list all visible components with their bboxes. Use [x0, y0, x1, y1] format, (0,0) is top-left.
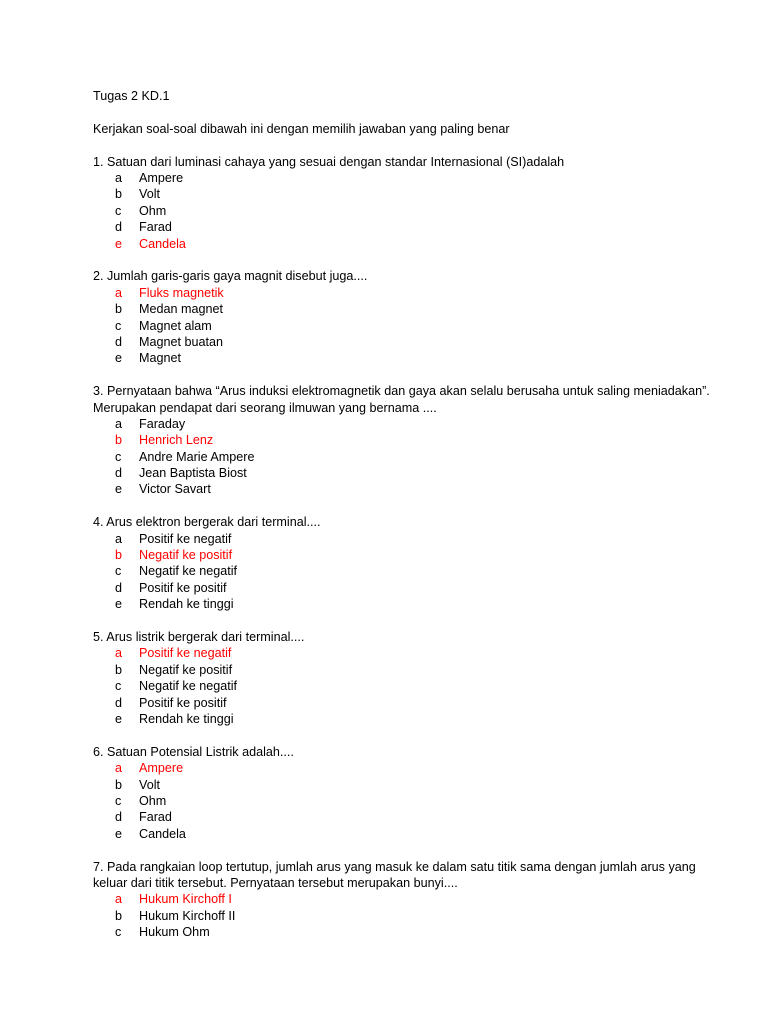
question-text: 2. Jumlah garis-garis gaya magnit disebut juga....: [93, 269, 368, 284]
option-item: [93, 416, 733, 432]
option-text: Negatif ke positif: [139, 548, 233, 563]
option-item: [93, 481, 733, 497]
option-item: [93, 596, 733, 612]
option-letter: a: [115, 171, 123, 185]
option-letter: e: [115, 351, 123, 366]
option-text: Candela: [139, 236, 186, 251]
option-letter: e: [115, 236, 123, 251]
question-2: [93, 268, 733, 366]
question-text: 5. Arus listrik bergerak dari terminal....: [93, 630, 305, 644]
option-correct: [93, 547, 733, 563]
option-list: [93, 645, 733, 727]
option-correct: [93, 760, 733, 776]
option-letter: a: [115, 761, 123, 776]
option-item: [93, 793, 733, 809]
question-6: [93, 744, 733, 842]
option-letter: d: [115, 580, 123, 595]
question-list: [93, 154, 733, 941]
option-letter: e: [115, 711, 123, 726]
option-text: Volt: [139, 777, 161, 792]
option-letter: d: [115, 220, 123, 235]
option-item: [93, 334, 733, 350]
option-text: Negatif ke positif: [139, 662, 233, 677]
option-text: Magnet buatan: [139, 334, 224, 349]
option-item: [93, 711, 733, 727]
option-item: [93, 563, 733, 579]
option-correct: [93, 891, 733, 907]
option-text: Volt: [139, 187, 161, 202]
option-letter: b: [115, 187, 123, 202]
option-correct: [93, 285, 733, 301]
option-item: [93, 678, 733, 694]
document-page: [93, 88, 733, 957]
option-letter: a: [115, 646, 123, 661]
option-item: [93, 826, 733, 842]
option-text: Farad: [139, 810, 172, 825]
option-text: Ampere: [139, 171, 184, 185]
option-letter: c: [115, 203, 122, 218]
option-letter: a: [115, 892, 123, 907]
question-5: [93, 629, 733, 727]
option-text: Rendah ke tinggi: [139, 597, 234, 612]
option-letter: c: [115, 925, 122, 940]
option-text: Magnet alam: [139, 318, 212, 333]
option-text: Positif ke positif: [139, 580, 227, 595]
option-list: [93, 416, 733, 498]
option-text: Negatif ke negatif: [139, 564, 238, 579]
option-correct: [93, 432, 733, 448]
option-text: Hukum Kirchoff I: [139, 892, 232, 907]
option-letter: b: [115, 433, 123, 448]
option-letter: c: [115, 318, 122, 333]
option-text: Positif ke negatif: [139, 646, 232, 661]
option-text: Ohm: [139, 793, 167, 808]
question-3: [93, 383, 733, 498]
option-item: [93, 531, 733, 547]
option-item: [93, 170, 733, 186]
option-item: [93, 465, 733, 481]
option-letter: e: [115, 597, 123, 612]
option-letter: a: [115, 416, 123, 431]
option-letter: d: [115, 695, 123, 710]
option-item: [93, 580, 733, 596]
option-text: Magnet: [139, 351, 182, 366]
option-letter: d: [115, 334, 123, 349]
option-text: Negatif ke negatif: [139, 679, 238, 694]
option-item: [93, 203, 733, 219]
option-letter: b: [115, 548, 123, 563]
option-letter: e: [115, 826, 123, 841]
question-text: 4. Arus elektron bergerak dari terminal....: [93, 515, 321, 530]
option-text: Candela: [139, 826, 186, 841]
option-item: [93, 301, 733, 317]
option-item: [93, 318, 733, 334]
question-4: [93, 514, 733, 612]
option-text: Farad: [139, 220, 172, 235]
option-correct: [93, 645, 733, 661]
option-letter: d: [115, 810, 123, 825]
option-letter: c: [115, 793, 122, 808]
option-text: Victor Savart: [139, 482, 211, 497]
option-letter: c: [115, 449, 122, 464]
option-text: Hukum Ohm: [139, 925, 210, 940]
option-correct: [93, 236, 733, 252]
option-item: [93, 186, 733, 202]
question-7: [93, 859, 733, 941]
option-text: Hukum Kirchoff II: [139, 908, 236, 923]
option-text: Ohm: [139, 203, 167, 218]
option-item: [93, 809, 733, 825]
option-letter: b: [115, 908, 123, 923]
option-list: [93, 760, 733, 842]
option-letter: d: [115, 466, 123, 481]
option-text: Positif ke negatif: [139, 531, 232, 546]
option-item: [93, 695, 733, 711]
option-text: Positif ke positif: [139, 695, 227, 710]
instruction-text: Kerjakan soal-soal dibawah ini dengan memilih jawaban yang paling benar: [93, 121, 510, 136]
option-list: [93, 531, 733, 613]
option-item: [93, 908, 733, 924]
option-list: [93, 170, 733, 252]
option-text: Fluks magnetik: [139, 285, 224, 300]
option-text: Henrich Lenz: [139, 433, 214, 448]
question-text: 7. Pada rangkaian loop tertutup, jumlah arus yang masuk ke dalam satu titik sama dengan jumlah arus yang keluar dari titik tersebut. Pernyataan tersebut merupakan bunyi....: [93, 859, 696, 890]
option-letter: b: [115, 777, 123, 792]
document-title: Tugas 2 KD.1: [93, 89, 170, 103]
option-letter: c: [115, 679, 122, 694]
option-letter: c: [115, 564, 122, 579]
option-text: Medan magnet: [139, 302, 224, 317]
option-item: [93, 219, 733, 235]
option-letter: b: [115, 662, 123, 677]
question-text: 6. Satuan Potensial Listrik adalah....: [93, 744, 294, 759]
option-text: Ampere: [139, 761, 184, 776]
option-letter: a: [115, 531, 123, 546]
option-text: Faraday: [139, 416, 186, 431]
option-item: [93, 777, 733, 793]
option-item: [93, 662, 733, 678]
option-item: [93, 449, 733, 465]
option-letter: a: [115, 285, 123, 300]
question-text: 1. Satuan dari luminasi cahaya yang sesuai dengan standar Internasional (SI)adalah: [93, 154, 565, 169]
option-list: [93, 285, 733, 367]
option-item: [93, 350, 733, 366]
question-1: [93, 154, 733, 252]
option-letter: b: [115, 302, 123, 317]
question-text: 3. Pernyataan bahwa “Arus induksi elektromagnetik dan gaya akan selalu berusaha untuk saling meniadakan”. Merupakan pendapat dari seorang ilmuwan yang bernama ....: [93, 384, 710, 415]
option-letter: e: [115, 482, 123, 497]
option-text: Andre Marie Ampere: [139, 449, 255, 464]
option-list: [93, 891, 733, 940]
option-text: Jean Baptista Biost: [139, 466, 247, 481]
option-text: Rendah ke tinggi: [139, 711, 234, 726]
option-item: [93, 924, 733, 940]
